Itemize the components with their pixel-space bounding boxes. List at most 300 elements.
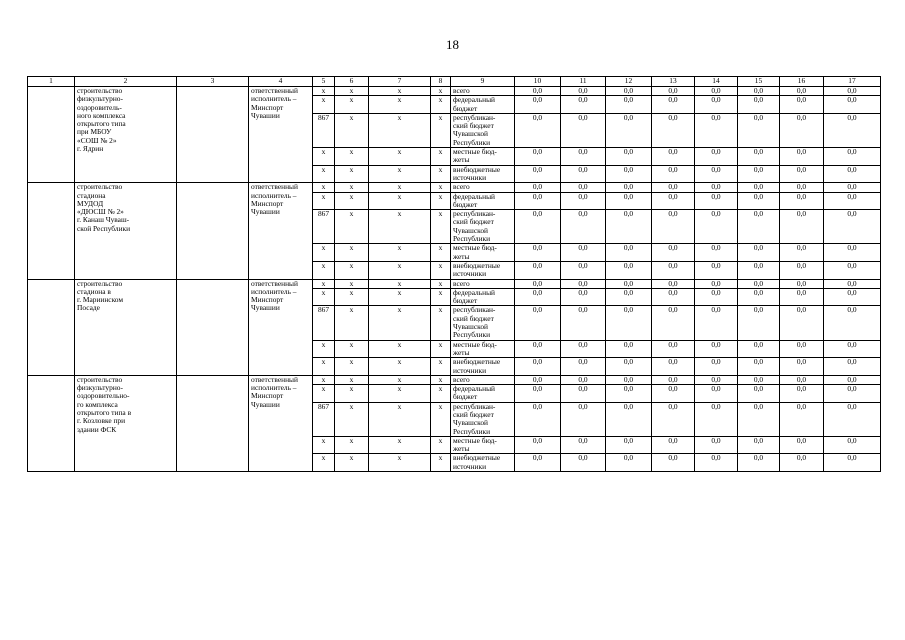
value-cell: 0,0 [695, 306, 738, 340]
funding-source-cell [451, 87, 515, 96]
value-cell: 0,0 [515, 340, 561, 358]
value-cell: 0,0 [606, 192, 652, 210]
value-cell: 0,0 [780, 358, 824, 376]
funding-source-line: внебюджетные [453, 165, 501, 174]
funding-source-line: ский бюджет [453, 217, 494, 227]
code-cell: x [431, 279, 451, 288]
value-cell: 0,0 [652, 261, 695, 279]
value-cell: 0,0 [561, 454, 606, 472]
value-cell: 0,0 [780, 340, 824, 358]
code-cell: x [335, 385, 369, 403]
value-cell: 0,0 [561, 306, 606, 340]
object-name-line: г. Канаш Чуваш- [77, 215, 130, 225]
table-row [28, 279, 881, 288]
value-cell: 0,0 [652, 402, 695, 436]
header-cell: 17 [824, 77, 881, 87]
code-cell: x [369, 148, 431, 166]
code-cell: x [431, 454, 451, 472]
header-cell: 6 [335, 77, 369, 87]
value-cell: 0,0 [824, 385, 881, 403]
program-table [27, 76, 881, 472]
responsible-line: Чувашии [251, 399, 280, 409]
value-cell: 0,0 [695, 165, 738, 183]
value-cell: 0,0 [695, 375, 738, 384]
empty-cell [177, 183, 249, 279]
code-cell: x [335, 244, 369, 262]
responsible-line: Минспорт [251, 295, 284, 305]
code-cell: x [313, 192, 335, 210]
value-cell: 0,0 [695, 385, 738, 403]
object-name-line: стадиона в [77, 286, 111, 296]
header-cell: 11 [561, 77, 606, 87]
value-cell: 0,0 [738, 87, 780, 96]
table-row [28, 87, 881, 96]
funding-source-line: местные бюд- [453, 147, 497, 157]
value-cell: 0,0 [652, 358, 695, 376]
funding-source-cell [451, 210, 515, 244]
object-name-line: г. Ядрин [77, 144, 104, 154]
funding-source-line: бюджет [453, 103, 478, 113]
value-cell: 0,0 [606, 113, 652, 147]
value-cell: 0,0 [738, 279, 780, 288]
funding-source-line: местные бюд- [453, 243, 497, 253]
value-cell: 0,0 [738, 358, 780, 376]
value-cell: 0,0 [606, 148, 652, 166]
value-cell: 0,0 [738, 454, 780, 472]
code-cell: x [431, 306, 451, 340]
code-cell: x [335, 358, 369, 376]
funding-source-line: федеральный [453, 288, 495, 297]
code-cell: x [335, 402, 369, 436]
responsible-line: Минспорт [251, 198, 284, 208]
value-cell: 0,0 [606, 375, 652, 384]
object-name-line: ного комплекса [77, 110, 126, 120]
value-cell: 0,0 [695, 288, 738, 306]
responsible-line: ответственный [251, 182, 298, 192]
value-cell: 0,0 [561, 288, 606, 306]
funding-source-line: Республики [453, 426, 491, 436]
object-name-line: го комплекса [77, 399, 118, 409]
value-cell: 0,0 [824, 436, 881, 454]
responsible-cell [249, 87, 313, 183]
funding-source-cell [451, 113, 515, 147]
value-cell: 0,0 [695, 87, 738, 96]
funding-source-cell [451, 96, 515, 114]
value-cell: 0,0 [695, 340, 738, 358]
value-cell: 0,0 [738, 192, 780, 210]
code-cell: x [431, 87, 451, 96]
funding-source-line: источники [453, 269, 487, 279]
code-cell: x [431, 148, 451, 166]
value-cell: 0,0 [561, 402, 606, 436]
value-cell: 0,0 [515, 261, 561, 279]
responsible-line: Чувашии [251, 207, 280, 217]
funding-source-line: местные бюд- [453, 340, 497, 349]
code-cell: x [313, 183, 335, 192]
header-cell: 5 [313, 77, 335, 87]
value-cell: 0,0 [606, 183, 652, 192]
object-name-line: физкультурно- [77, 94, 123, 104]
value-cell: 0,0 [515, 192, 561, 210]
responsible-line: Чувашии [251, 303, 280, 313]
funding-source-line: федеральный [453, 95, 495, 105]
value-cell: 0,0 [824, 244, 881, 262]
code-cell: x [313, 385, 335, 403]
code-cell: x [313, 148, 335, 166]
value-cell: 0,0 [738, 113, 780, 147]
code-cell: x [431, 288, 451, 306]
value-cell: 0,0 [780, 454, 824, 472]
code-cell: x [335, 306, 369, 340]
header-cell: 15 [738, 77, 780, 87]
value-cell: 0,0 [738, 436, 780, 454]
object-name-line: «ДЮСШ № 2» [77, 207, 124, 217]
code-cell: x [431, 340, 451, 358]
value-cell: 0,0 [515, 183, 561, 192]
code-cell: x [313, 454, 335, 472]
table-row [28, 183, 881, 192]
value-cell: 0,0 [561, 375, 606, 384]
value-cell: 0,0 [515, 375, 561, 384]
code-cell: x [369, 96, 431, 114]
value-cell: 0,0 [780, 210, 824, 244]
code-cell: x [431, 183, 451, 192]
code-cell: x [335, 279, 369, 288]
value-cell: 0,0 [561, 148, 606, 166]
object-name-line: ской Республики [77, 223, 131, 233]
funding-source-line: источники [453, 461, 487, 471]
value-cell: 0,0 [652, 340, 695, 358]
header-cell: 2 [75, 77, 177, 87]
code-cell: x [335, 340, 369, 358]
value-cell: 0,0 [780, 165, 824, 183]
object-name-line: «СОШ № 2» [77, 135, 117, 145]
funding-source-line: всего [453, 86, 470, 95]
value-cell: 0,0 [695, 192, 738, 210]
code-cell: x [431, 244, 451, 262]
code-cell: x [335, 148, 369, 166]
responsible-cell [249, 279, 313, 375]
value-cell: 0,0 [824, 358, 881, 376]
header-cell: 7 [369, 77, 431, 87]
value-cell: 0,0 [606, 385, 652, 403]
value-cell: 0,0 [695, 148, 738, 166]
funding-source-line: Чувашской [453, 129, 489, 139]
value-cell: 0,0 [652, 288, 695, 306]
funding-source-line: жеты [453, 251, 470, 261]
responsible-line: ответственный [251, 375, 298, 384]
responsible-cell [249, 375, 313, 471]
value-cell: 0,0 [652, 87, 695, 96]
code-cell: x [313, 288, 335, 306]
object-name-line: строительство [77, 375, 123, 384]
code-cell: x [431, 96, 451, 114]
value-cell: 0,0 [652, 113, 695, 147]
code-cell: x [431, 192, 451, 210]
funding-source-cell [451, 358, 515, 376]
value-cell: 0,0 [606, 96, 652, 114]
funding-source-cell [451, 375, 515, 384]
value-cell: 0,0 [824, 454, 881, 472]
funding-source-line: ский бюджет [453, 121, 494, 131]
value-cell: 0,0 [652, 148, 695, 166]
object-name-line: открытого типа [77, 119, 126, 129]
value-cell: 0,0 [652, 244, 695, 262]
value-cell: 0,0 [561, 279, 606, 288]
value-cell: 0,0 [780, 113, 824, 147]
value-cell: 0,0 [780, 402, 824, 436]
code-cell: x [431, 165, 451, 183]
value-cell: 0,0 [515, 436, 561, 454]
code-cell: x [313, 358, 335, 376]
value-cell: 0,0 [824, 87, 881, 96]
value-cell: 0,0 [738, 288, 780, 306]
code-cell: x [369, 87, 431, 96]
funding-source-line: федеральный [453, 192, 495, 201]
value-cell: 0,0 [606, 454, 652, 472]
value-cell: 0,0 [695, 261, 738, 279]
value-cell: 0,0 [606, 436, 652, 454]
object-name-cell [75, 87, 177, 183]
value-cell: 0,0 [606, 210, 652, 244]
value-cell: 0,0 [652, 96, 695, 114]
code-cell: x [335, 96, 369, 114]
value-cell: 0,0 [652, 210, 695, 244]
object-name-line: МУДОД [77, 198, 104, 208]
code-cell: x [431, 113, 451, 147]
funding-source-line: бюджет [453, 199, 478, 209]
funding-source-line: ский бюджет [453, 409, 494, 419]
value-cell: 0,0 [606, 279, 652, 288]
value-cell: 0,0 [652, 192, 695, 210]
code-cell: x [335, 288, 369, 306]
value-cell: 0,0 [738, 261, 780, 279]
value-cell: 0,0 [824, 210, 881, 244]
funding-source-cell [451, 340, 515, 358]
header-row [28, 77, 881, 87]
value-cell: 0,0 [561, 340, 606, 358]
value-cell: 0,0 [780, 87, 824, 96]
funding-source-cell [451, 165, 515, 183]
value-cell: 0,0 [561, 192, 606, 210]
code-cell: x [369, 454, 431, 472]
object-name-line: физкультурно- [77, 383, 123, 393]
code-cell: x [313, 96, 335, 114]
funding-source-line: внебюджетные [453, 261, 501, 270]
value-cell: 0,0 [738, 165, 780, 183]
value-cell: 0,0 [695, 402, 738, 436]
value-cell: 0,0 [695, 436, 738, 454]
object-name-line: здании ФСК [77, 424, 117, 434]
responsible-line: исполнитель – [251, 286, 297, 296]
value-cell: 0,0 [606, 165, 652, 183]
value-cell: 0,0 [652, 165, 695, 183]
header-cell: 13 [652, 77, 695, 87]
table-row [28, 375, 881, 384]
code-cell: x [431, 402, 451, 436]
object-name-line: стадиона [77, 190, 106, 200]
code-cell: x [335, 454, 369, 472]
object-name-cell [75, 279, 177, 375]
value-cell: 0,0 [606, 87, 652, 96]
funding-source-cell [451, 192, 515, 210]
object-name-cell [75, 375, 177, 471]
value-cell: 0,0 [824, 165, 881, 183]
value-cell: 0,0 [606, 402, 652, 436]
funding-source-cell [451, 279, 515, 288]
value-cell: 0,0 [780, 183, 824, 192]
value-cell: 0,0 [780, 375, 824, 384]
value-cell: 0,0 [695, 454, 738, 472]
value-cell: 0,0 [606, 261, 652, 279]
value-cell: 0,0 [738, 340, 780, 358]
value-cell: 0,0 [824, 96, 881, 114]
code-cell: x [369, 244, 431, 262]
code-cell: 867 [313, 113, 335, 147]
code-cell: x [369, 385, 431, 403]
funding-source-line: Республики [453, 137, 491, 147]
funding-source-cell [451, 436, 515, 454]
value-cell: 0,0 [824, 183, 881, 192]
value-cell: 0,0 [780, 436, 824, 454]
code-cell: x [335, 436, 369, 454]
value-cell: 0,0 [515, 358, 561, 376]
row-number-cell [28, 375, 75, 471]
value-cell: 0,0 [824, 340, 881, 358]
funding-source-cell [451, 183, 515, 192]
value-cell: 0,0 [515, 385, 561, 403]
value-cell: 0,0 [824, 306, 881, 340]
value-cell: 0,0 [780, 148, 824, 166]
code-cell: x [369, 279, 431, 288]
code-cell: x [313, 261, 335, 279]
value-cell: 0,0 [561, 261, 606, 279]
responsible-line: Минспорт [251, 391, 284, 401]
funding-source-line: Чувашской [453, 225, 489, 235]
funding-source-cell [451, 288, 515, 306]
code-cell: x [369, 183, 431, 192]
funding-source-line: жеты [453, 347, 470, 357]
value-cell: 0,0 [652, 306, 695, 340]
funding-source-line: республикан- [453, 305, 496, 315]
header-cell: 12 [606, 77, 652, 87]
responsible-line: исполнитель – [251, 94, 297, 104]
funding-source-cell [451, 148, 515, 166]
value-cell: 0,0 [652, 436, 695, 454]
funding-source-line: бюджет [453, 296, 478, 306]
value-cell: 0,0 [561, 436, 606, 454]
header-cell: 9 [451, 77, 515, 87]
funding-source-cell [451, 244, 515, 262]
code-cell: x [313, 436, 335, 454]
object-name-line: строительство [77, 86, 123, 95]
value-cell: 0,0 [780, 261, 824, 279]
code-cell: x [335, 192, 369, 210]
funding-source-line: Республики [453, 330, 491, 340]
value-cell: 0,0 [561, 385, 606, 403]
header-cell: 3 [177, 77, 249, 87]
funding-source-line: Республики [453, 234, 491, 244]
value-cell: 0,0 [695, 183, 738, 192]
funding-source-line: республикан- [453, 113, 496, 122]
object-name-line: строительство [77, 182, 123, 192]
value-cell: 0,0 [652, 385, 695, 403]
funding-source-line: всего [453, 279, 470, 288]
header-cell: 1 [28, 77, 75, 87]
code-cell: x [369, 375, 431, 384]
funding-source-line: местные бюд- [453, 436, 497, 445]
funding-source-cell [451, 402, 515, 436]
responsible-line: ответственный [251, 279, 298, 288]
code-cell: 867 [313, 402, 335, 436]
value-cell: 0,0 [824, 288, 881, 306]
header-cell: 10 [515, 77, 561, 87]
row-number-cell [28, 279, 75, 375]
code-cell: x [369, 192, 431, 210]
value-cell: 0,0 [561, 87, 606, 96]
value-cell: 0,0 [561, 96, 606, 114]
header-cell: 8 [431, 77, 451, 87]
value-cell: 0,0 [824, 279, 881, 288]
value-cell: 0,0 [738, 210, 780, 244]
funding-source-line: Чувашской [453, 322, 489, 332]
code-cell: x [369, 436, 431, 454]
value-cell: 0,0 [780, 96, 824, 114]
value-cell: 0,0 [515, 165, 561, 183]
value-cell: 0,0 [515, 454, 561, 472]
value-cell: 0,0 [606, 306, 652, 340]
funding-source-line: источники [453, 172, 487, 182]
code-cell: x [369, 113, 431, 147]
funding-source-line: ский бюджет [453, 313, 494, 323]
value-cell: 0,0 [780, 192, 824, 210]
object-name-cell [75, 183, 177, 279]
object-name-line: открытого типа в [77, 407, 132, 417]
responsible-cell [249, 183, 313, 279]
code-cell: x [313, 165, 335, 183]
value-cell: 0,0 [515, 306, 561, 340]
code-cell: x [335, 113, 369, 147]
page-number: 18 [446, 37, 459, 52]
value-cell: 0,0 [695, 96, 738, 114]
value-cell: 0,0 [780, 244, 824, 262]
object-name-line: Посаде [77, 303, 100, 313]
value-cell: 0,0 [515, 279, 561, 288]
row-number-cell [28, 183, 75, 279]
value-cell: 0,0 [738, 385, 780, 403]
value-cell: 0,0 [561, 210, 606, 244]
value-cell: 0,0 [515, 87, 561, 96]
value-cell: 0,0 [561, 358, 606, 376]
value-cell: 0,0 [515, 113, 561, 147]
value-cell: 0,0 [780, 385, 824, 403]
value-cell: 0,0 [824, 261, 881, 279]
object-name-line: г. Козловке при [77, 416, 126, 426]
code-cell: x [369, 261, 431, 279]
value-cell: 0,0 [695, 358, 738, 376]
value-cell: 0,0 [515, 96, 561, 114]
value-cell: 0,0 [780, 306, 824, 340]
value-cell: 0,0 [606, 340, 652, 358]
object-name-line: при МБОУ [77, 127, 112, 137]
funding-source-line: республикан- [453, 209, 496, 219]
funding-source-cell [451, 261, 515, 279]
code-cell: x [369, 402, 431, 436]
funding-source-line: Чувашской [453, 418, 489, 428]
funding-source-line: жеты [453, 155, 470, 165]
value-cell: 0,0 [695, 210, 738, 244]
code-cell: x [335, 375, 369, 384]
